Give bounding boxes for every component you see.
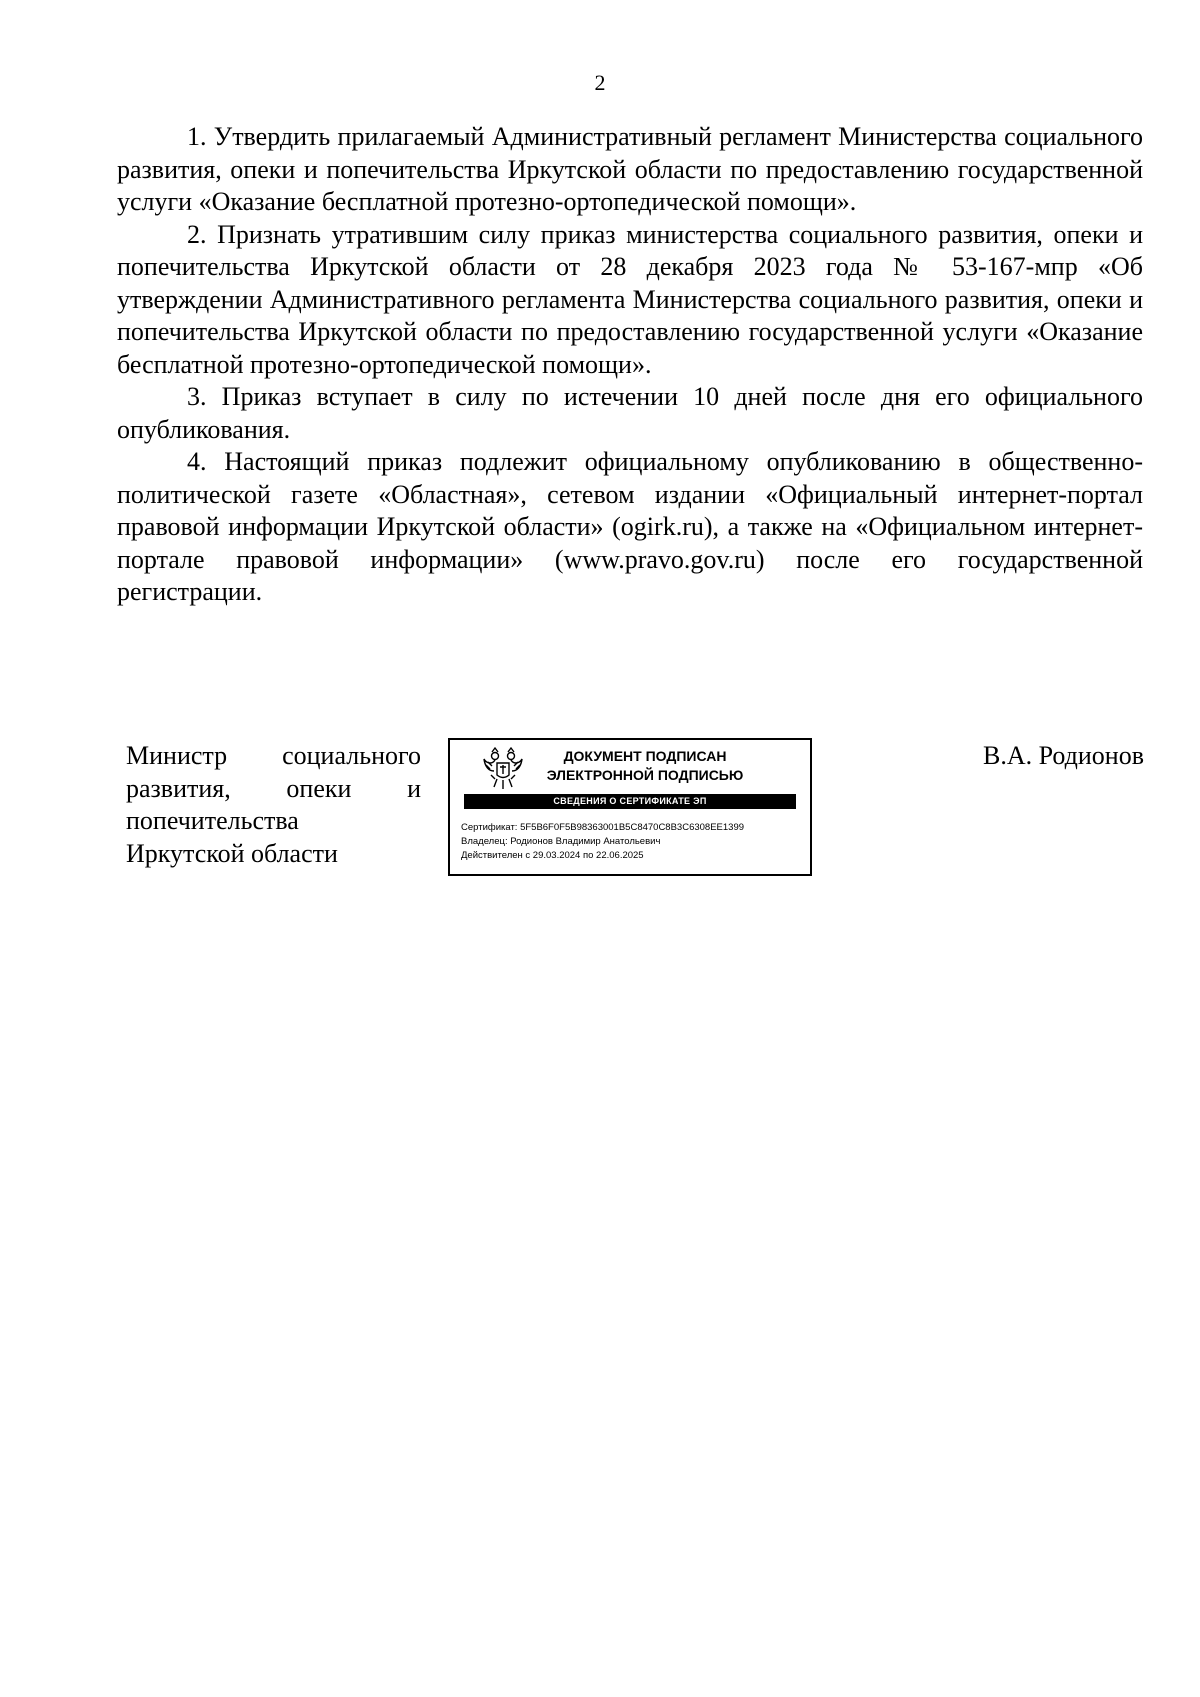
signatory-position-line: попечительства	[126, 806, 299, 835]
signatory-position-line: Иркутской области	[126, 838, 338, 868]
paragraph-4: 4. Настоящий приказ подлежит официальному опубликованию в общественно-политической газете «Областная», сетевом издании «Официальный интернет-портал правовой информации Иркутской области» (ogirk.ru), а также на «Официальном интернет-портале правовой информации» (www.pravo.gov.ru) после его государственной регистрации.	[117, 447, 1143, 606]
electronic-signature-stamp	[448, 738, 812, 876]
paragraph-2: 2. Признать утратившим силу приказ министерства социального развития, опеки и попечительства Иркутской области от 28 декабря 2023 года № 53-167-мпр «Об утверждении Административного регламента Министерства социального развития, опеки и попечительства Иркутской области по предоставлению государственной услуги «Оказание бесплатной протезно-ортопедической помощи».	[117, 219, 1143, 379]
paragraph-1: 1. Утвердить прилагаемый Административный регламент Министерства социального развития, опеки и попечительства Иркутской области по предоставлению государственной услуги «Оказание бесплатной протезно-ортопедической помощи».	[117, 122, 1143, 216]
coat-of-arms-icon	[482, 745, 524, 793]
certificate-number: Сертификат: 5F5B6F0F5B98363001B5C8470C8B3C6308EE1399	[461, 822, 745, 833]
stamp-header	[530, 747, 760, 785]
certificate-validity: Действителен с 29.03.2024 по 22.06.2025	[461, 850, 644, 861]
stamp-header-line: ЭЛЕКТРОННОЙ ПОДПИСЬЮ	[546, 767, 744, 783]
paragraph-3: 3. Приказ вступает в силу по истечении 10 дней после дня его официального опубликования.	[117, 382, 1143, 444]
signatory-position	[126, 740, 421, 870]
order-text	[117, 121, 1143, 609]
certificate-info-bar: СВЕДЕНИЯ О СЕРТИФИКАТЕ ЭП	[464, 794, 796, 809]
stamp-header-line: ДОКУМЕНТ ПОДПИСАН	[563, 748, 727, 764]
signatory-position-line: Министр социального	[126, 741, 421, 770]
page-number: 2	[594, 70, 606, 95]
signatory-position-line: развития, опеки и	[126, 773, 421, 803]
certificate-details	[461, 821, 806, 863]
certificate-owner: Владелец: Родионов Владимир Анатольевич	[461, 836, 661, 847]
signatory-name: В.А. Родионов	[982, 741, 1144, 770]
